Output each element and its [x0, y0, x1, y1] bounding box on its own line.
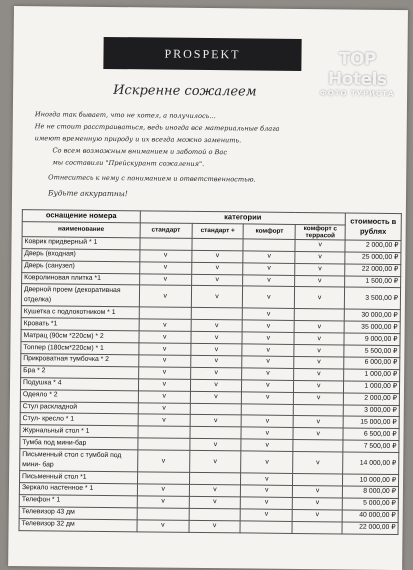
category-mark: v: [241, 451, 293, 474]
item-price: 5 500,00 ₽: [344, 345, 400, 357]
item-name: [19, 518, 137, 531]
watermark-logo: [307, 49, 407, 98]
item-price: 5 000,00 ₽: [342, 498, 398, 510]
category-mark: v: [190, 391, 242, 403]
category-mark: v: [293, 485, 343, 497]
item-price: 3 500,00 ₽: [344, 287, 400, 310]
category-mark: v: [190, 367, 242, 379]
intro-line-2: Не не стоит расстраиваться, ведь иногда все материальные блага: [34, 122, 280, 133]
header-category-standard: стандарт: [140, 223, 192, 239]
category-mark: v: [138, 379, 190, 391]
item-name-text: Журнальный стол * 1: [22, 426, 90, 435]
category-mark: v: [190, 379, 242, 391]
category-mark: [138, 438, 190, 450]
brand-header: [103, 37, 301, 71]
item-name-text: Прикроватная тумбочка * 2: [23, 355, 109, 364]
item-name-text: Дверь (санузел): [24, 262, 75, 270]
item-name-text: Одеяло * 2: [22, 391, 58, 399]
price-table: [19, 209, 402, 535]
category-mark: [137, 472, 189, 484]
brand-logo: PROSPEKT: [164, 46, 241, 61]
category-mark: v: [294, 356, 344, 368]
category-mark: v: [242, 392, 294, 404]
category-mark: v: [191, 250, 243, 262]
item-name-text: Телевизор 43 дм: [21, 508, 75, 516]
header-category-comfort: комфорт: [244, 224, 296, 240]
item-name-text-line2: отделка): [23, 296, 52, 304]
intro-line-3: имеют временную природу и их всегда можно заменить.: [34, 134, 242, 145]
closing-line-1: Отнеситесь к нему с пониманием и ответственностью.: [48, 173, 256, 184]
intro-line-1: Иногда так бывает, что не хотел, а получилось…: [34, 110, 216, 121]
item-price: 1 000,00 ₽: [344, 369, 400, 381]
category-mark: [293, 474, 343, 486]
item-name-text: Письменный стол с тумбой под: [22, 450, 122, 459]
category-mark: v: [295, 287, 345, 310]
category-mark: [192, 238, 244, 250]
category-mark: v: [243, 274, 295, 286]
category-mark: v: [292, 497, 342, 509]
category-mark: v: [294, 380, 344, 392]
category-mark: v: [191, 286, 243, 309]
category-mark: [242, 403, 294, 415]
item-name-text: Телевизор 32 дм: [21, 520, 75, 528]
item-name-text-line2: мини- бар: [22, 460, 54, 469]
header-equipment: оснащение номера: [22, 210, 140, 223]
category-mark: v: [241, 473, 293, 485]
category-mark: v: [137, 496, 189, 508]
item-name-text: Дверной проем (декоративная: [23, 286, 121, 295]
category-mark: v: [241, 427, 293, 439]
item-price: 2 000,00 ₽: [343, 393, 399, 405]
item-name-text: Ковролиновая плитка *1: [24, 274, 101, 282]
item-price: 3 000,00 ₽: [343, 405, 399, 417]
category-mark: v: [189, 451, 241, 474]
header-category-standard-plus: стандарт +: [192, 223, 244, 239]
category-mark: [137, 508, 189, 520]
category-mark: v: [241, 509, 293, 521]
category-mark: v: [139, 285, 191, 308]
category-mark: [138, 426, 190, 438]
category-mark: v: [243, 251, 295, 263]
category-mark: v: [137, 520, 189, 532]
category-mark: v: [243, 263, 295, 275]
intro-line-4: Со всем возможным вниманием и заботой о Вас: [52, 146, 228, 157]
category-mark: v: [190, 343, 242, 355]
item-price: 15 000,00 ₽: [343, 416, 399, 428]
category-mark: [189, 508, 241, 520]
item-price: 6 500,00 ₽: [343, 428, 399, 440]
item-price: 2 000,00 ₽: [345, 240, 401, 252]
category-mark: v: [295, 239, 345, 251]
item-price: 40 000,00 ₽: [342, 510, 398, 522]
category-mark: v: [242, 332, 294, 344]
category-mark: v: [293, 428, 343, 440]
price-table-body: [19, 236, 401, 534]
category-mark: v: [138, 367, 190, 379]
category-mark: [292, 521, 342, 533]
category-mark: v: [139, 343, 191, 355]
category-mark: v: [190, 415, 242, 427]
category-mark: v: [139, 331, 191, 343]
category-mark: v: [295, 275, 345, 287]
item-name-text: Зеркало настенное * 1: [21, 484, 94, 493]
category-mark: v: [292, 509, 342, 521]
item-price: 8 000,00 ₽: [342, 486, 398, 498]
category-mark: v: [294, 368, 344, 380]
category-mark: v: [293, 452, 343, 475]
item-name: [21, 284, 139, 307]
category-mark: v: [243, 320, 295, 332]
item-name-text: Коврик придверный * 1: [24, 238, 98, 247]
category-mark: v: [294, 333, 344, 345]
category-mark: v: [191, 262, 243, 274]
category-mark: v: [294, 392, 344, 404]
category-mark: v: [191, 274, 243, 286]
category-mark: v: [191, 320, 243, 332]
category-mark: [190, 403, 242, 415]
category-mark: v: [294, 321, 344, 333]
item-price: 22 000,00 ₽: [342, 522, 398, 534]
header-categories: категории: [140, 211, 345, 225]
category-mark: [293, 440, 343, 452]
category-mark: v: [140, 262, 192, 274]
category-mark: [240, 521, 292, 533]
item-name-text: Кровать *1: [23, 319, 58, 328]
category-mark: v: [243, 286, 295, 309]
item-price: 1 500,00 ₽: [345, 276, 401, 288]
category-mark: v: [139, 319, 191, 331]
category-mark: v: [294, 345, 344, 357]
category-mark: [243, 239, 295, 251]
category-mark: v: [138, 391, 190, 403]
category-mark: [294, 309, 344, 321]
price-list-sheet: [8, 6, 408, 570]
category-mark: v: [189, 439, 241, 451]
item-name: [20, 449, 138, 472]
category-mark: v: [190, 355, 242, 367]
item-price: 7 500,00 ₽: [343, 440, 399, 452]
item-name-text: Подушка * 4: [23, 379, 62, 387]
watermark-main: TOP Hotels: [327, 49, 387, 90]
watermark-sub: ФОТО ТУРИСТА: [319, 89, 395, 98]
item-name-text: Телефон * 1: [21, 496, 61, 504]
closing-line-2: Будьте аккуратны!: [47, 188, 128, 199]
item-name-text: Стул- кресло * 1: [22, 415, 75, 423]
item-name-text: Бра * 2: [23, 367, 46, 375]
item-name-text: Письменный стол *1: [22, 472, 87, 481]
category-mark: v: [189, 520, 241, 532]
category-mark: v: [241, 485, 293, 497]
item-name-text: Топпер (180см*220см) * 1: [23, 343, 104, 352]
category-mark: v: [242, 380, 294, 392]
intro-line-5: мы составили "Прейскурант сожаления".: [52, 158, 205, 169]
item-price: 9 000,00 ₽: [344, 333, 400, 345]
page-title: Искренне сожалеем: [113, 83, 257, 100]
category-mark: v: [242, 344, 294, 356]
category-mark: [140, 238, 192, 250]
category-mark: v: [189, 496, 241, 508]
category-mark: v: [293, 416, 343, 428]
category-mark: v: [138, 402, 190, 414]
item-price: 10 000,00 ₽: [343, 474, 399, 486]
item-price: 35 000,00 ₽: [344, 321, 400, 333]
item-price: 25 000,00 ₽: [345, 252, 401, 264]
category-mark: v: [137, 484, 189, 496]
category-mark: [293, 404, 343, 416]
category-mark: v: [242, 415, 294, 427]
category-mark: v: [295, 251, 345, 263]
item-name-text: Стул раскладной: [22, 403, 78, 411]
category-mark: v: [140, 250, 192, 262]
category-mark: v: [139, 273, 191, 285]
category-mark: v: [191, 332, 243, 344]
item-price: 30 000,00 ₽: [344, 309, 400, 321]
category-mark: [191, 308, 243, 320]
category-mark: v: [242, 368, 294, 380]
item-price: 6 000,00 ₽: [344, 357, 400, 369]
item-name-text: Матрац (90см *220см) * 2: [23, 331, 104, 340]
category-mark: v: [241, 497, 293, 509]
category-mark: v: [241, 439, 293, 451]
category-mark: v: [137, 450, 189, 473]
item-name-text: Тумба под мини-бар: [22, 438, 87, 447]
category-mark: v: [243, 308, 295, 320]
header-name: наименование: [22, 221, 140, 237]
item-price: 1 000,00 ₽: [344, 381, 400, 393]
category-mark: v: [295, 263, 345, 275]
item-name-text: Дверь (входная): [24, 250, 76, 258]
category-mark: [139, 307, 191, 319]
category-mark: [190, 427, 242, 439]
category-mark: v: [138, 414, 190, 426]
item-name-text: Кушетка с подлокотником * 1: [23, 308, 116, 316]
header-cost: стоимость в рублях: [345, 213, 401, 240]
category-mark: v: [189, 484, 241, 496]
item-price: 22 000,00 ₽: [345, 264, 401, 276]
item-price: 14 000,00 ₽: [343, 452, 399, 475]
category-mark: v: [139, 355, 191, 367]
header-category-comfort-terrace: комфорт с террасой: [295, 224, 345, 240]
category-mark: v: [242, 356, 294, 368]
category-mark: [189, 473, 241, 485]
